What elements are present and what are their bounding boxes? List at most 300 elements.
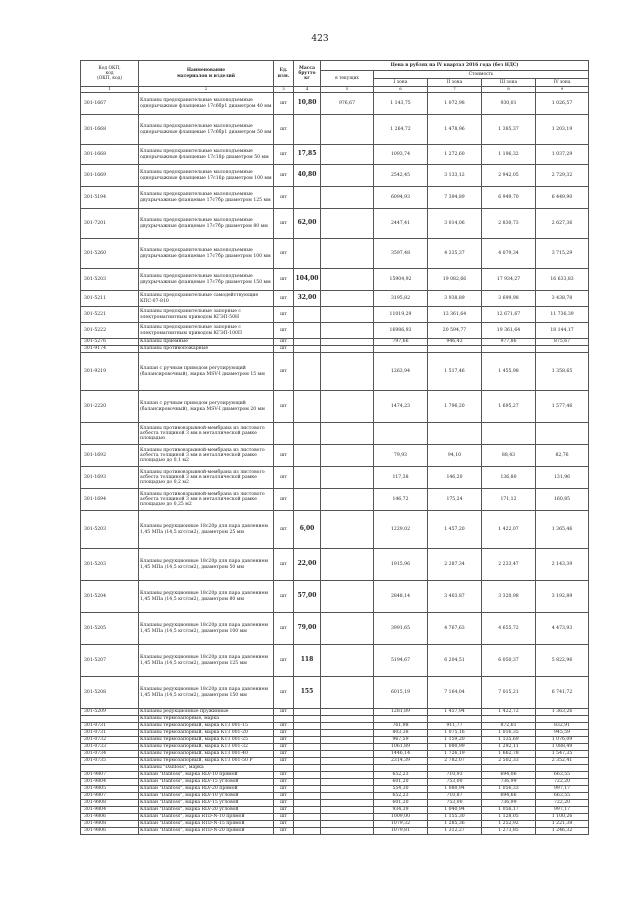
cell-unit: шт [274,511,294,549]
cell-name: Клапаны предохранительные малоподъемные однорычажные фланцевые 17с16р диаметром 100 мм [139,165,274,187]
cell-price: 1474,23 [374,391,428,423]
cell-price: 3991,65 [374,613,428,645]
cell-price [321,814,374,821]
cell-price: 1 726,19 [428,751,482,758]
cell-code: 301-2220 [81,391,139,423]
table-row [81,800,589,807]
cell-unit: шт [274,772,294,779]
cell-price [321,323,374,339]
cell-price: 1 422,07 [482,511,536,549]
cell-name: Клапан "Danfoss", марка RTD-N-15 прямой [139,821,274,828]
cell-price: 976,67 [321,93,374,115]
cell-price: 1 385,37 [482,115,536,145]
cell-price: 1 056,17 [482,807,536,814]
cell-price: 6 204,51 [428,645,482,677]
cell-price: 2 287,34 [428,549,482,581]
cell-price: 3 014,06 [428,209,482,239]
cell-price: 736,99 [482,800,536,807]
cell-unit: шт [274,744,294,751]
cell-name: Клапаны термозапорный, марка КТЗ 001-15 [139,723,274,730]
cell-price [321,723,374,730]
cell-unit [274,423,294,445]
cell-price [428,765,482,772]
cell-price [321,779,374,786]
cell-price: 652,23 [374,793,428,800]
cell-unit: шт [274,339,294,346]
header-unit: Ед. изм. [274,61,294,87]
cell-unit [274,716,294,723]
cell-price: 1 312,27 [428,828,482,835]
cell-price: 797,66 [374,339,428,346]
cell-code: 301-1667 [81,93,139,115]
cell-price: 1 080,99 [428,744,482,751]
cell-price: 3 403,87 [428,581,482,613]
cell-price: 1079,81 [374,828,428,835]
cell-mass [294,779,321,786]
cell-mass: 57,00 [294,581,321,613]
table-row [81,765,589,772]
cell-price [321,209,374,239]
cell-unit: шт [274,391,294,423]
table-row [81,821,589,828]
cell-price: 3 715,29 [536,239,589,269]
cell-price: 722,20 [536,800,589,807]
cell-name: Клапаны термозапорные, марка [139,716,274,723]
cell-price: 872,61 [482,723,536,730]
cell-price: 601,20 [374,779,428,786]
cell-mass [294,744,321,751]
cell-code: 301-1669 [81,165,139,187]
cell-mass [294,758,321,765]
cell-price: 1 072,98 [428,93,482,115]
cell-price: 3 938,89 [428,291,482,307]
cell-price [321,353,374,391]
cell-price: 1093,74 [374,145,428,165]
table-row [81,423,589,445]
table-row [81,323,589,339]
cell-name: Клапаны термозапорный, марка КТЗ 001-32 [139,744,274,751]
cell-price: 1 478,96 [428,115,482,145]
cell-price [321,581,374,613]
cell-price [321,737,374,744]
cell-price: 997,17 [536,807,589,814]
cell-unit: шт [274,291,294,307]
cell-name: Клапаны противовзрывной-мембрана из листового асбеста толщиной 3 мм в металлической рамке площадью [139,423,274,445]
cell-price: 1 363,26 [536,709,589,716]
cell-price: 977,86 [482,339,536,346]
table-row [81,786,589,793]
cell-price: 1 026,57 [536,93,589,115]
cell-name: Клапан "Danfoss", марка RLV-20 прямой [139,786,274,793]
cell-price: 1 547,35 [536,751,589,758]
cell-mass [294,346,321,353]
cell-unit: шт [274,549,294,581]
cell-mass: 40,80 [294,165,321,187]
cell-price: 554,30 [374,786,428,793]
table-row [81,709,589,716]
cell-price [321,677,374,709]
cell-price: 1 080,94 [428,786,482,793]
cell-price: 967,59 [374,737,428,744]
cell-price: 1 221,38 [536,821,589,828]
cell-code: 301-0731 [81,730,139,737]
cell-price: 15904,92 [374,269,428,291]
cell-price: 945,59 [536,730,589,737]
cell-name: Клапаны предохранительные малоподъемные однорычажные фланцевые 17с18р диаметром 50 мм [139,145,274,165]
cell-price [321,709,374,716]
cell-code: 301-1692 [81,445,139,467]
cell-price: 934,39 [374,807,428,814]
cell-price: 710,93 [428,772,482,779]
cell-price: 11019,29 [374,307,428,323]
cell-name: Клапаны редукционные 18с20р для пара давлением 1,45 МПа (14,5 кгс/см2), диаметром 100 мм [139,613,274,645]
cell-price: 761,98 [374,723,428,730]
cell-price: 146,20 [428,467,482,489]
cell-mass: 17,85 [294,145,321,165]
cell-name: Клапаны предохранительные самодействующие КПС-07-810 [139,291,274,307]
cell-mass [294,709,321,716]
cell-code: 301-9219 [81,353,139,391]
cell-unit: шт [274,677,294,709]
cell-name: Клапаны термозапорный, марка КТЗ 001-40 [139,751,274,758]
cell-code: 301-9804 [81,779,139,786]
header-code: Код ОКП, код (ОКП, код) [81,61,139,87]
cell-price: 4 473,93 [536,613,589,645]
table-row [81,772,589,779]
cell-price [321,758,374,765]
cell-price: 2 502,33 [482,758,536,765]
cell-mass [294,339,321,346]
cell-price: 2542,45 [374,165,428,187]
cell-price: 1 203,19 [536,115,589,145]
table-row [81,391,589,423]
cell-price: 1 246,32 [536,828,589,835]
cell-price [482,346,536,353]
cell-price: 16986,93 [374,323,428,339]
cell-price [428,346,482,353]
cell-price: 12 671,67 [482,307,536,323]
cell-price: 930,01 [482,93,536,115]
cell-price: 7 394,89 [428,187,482,209]
cell-price [321,165,374,187]
cell-price [321,786,374,793]
cell-code: 301-5260 [81,239,139,269]
cell-unit: шт [274,758,294,765]
table-row [81,445,589,467]
cell-mass: 104,00 [294,269,321,291]
cell-price: 2 233,47 [482,549,536,581]
cell-price: 2 782,07 [428,758,482,765]
cell-unit: шт [274,145,294,165]
cell-price [321,716,374,723]
cell-code: 301-5211 [81,291,139,307]
cell-price [374,765,428,772]
table-row [81,723,589,730]
cell-unit: шт [274,115,294,145]
cell-unit: шт [274,821,294,828]
cell-mass: 6,00 [294,511,321,549]
cell-name: Клапаны "Danfoss", марка [139,765,274,772]
cell-price: 710,87 [428,793,482,800]
table-row [81,353,589,391]
table-row [81,307,589,323]
cell-price: 1 135,69 [482,737,536,744]
cell-price: 1 455,98 [482,353,536,391]
cell-price: 2 627,36 [536,209,589,239]
header-zone-4: IV зона [536,79,589,87]
header-name: Наименование материалов и изделий [139,61,274,87]
cell-code: 301-5208 [81,677,139,709]
cell-price [321,645,374,677]
cell-code: 301-0733 [81,744,139,751]
cell-price: 131,96 [536,467,589,489]
cell-unit: шт [274,346,294,353]
cell-price: 79,93 [374,445,428,467]
cell-price [374,346,428,353]
table-row [81,93,589,115]
header-mass: Масса брутто кг [294,61,321,87]
cell-name: Клапаны термозапорный, марка КТЗ 001-20 [139,730,274,737]
cell-code: 301-5203 [81,549,139,581]
cell-price: 6094,93 [374,187,428,209]
cell-price: 94,10 [428,445,482,467]
table-row [81,828,589,835]
cell-price: 6 741,72 [536,677,589,709]
cell-price: 3 320,98 [482,581,536,613]
cell-price: 2 352,41 [536,758,589,765]
cell-mass: 62,00 [294,209,321,239]
cell-code: 301-1668 [81,115,139,145]
cell-price: 1 457,20 [428,511,482,549]
cell-unit: шт [274,581,294,613]
cell-name: Клапан с ручным приводом регулирующий (балансировочный), марка MSV-I диаметром 15 мм [139,353,274,391]
cell-price: 832,91 [536,723,589,730]
cell-price: 17 934,27 [482,269,536,291]
cell-price [321,800,374,807]
cell-name: Клапаны противовзрывной-мембрана из листового асбеста толщиной 3 мм в металлической рамке площадью до 0,1 м2 [139,445,274,467]
table-row [81,549,589,581]
table-row [81,737,589,744]
cell-code: 301-5276 [81,339,139,346]
cell-price: 1 037,29 [536,145,589,165]
cell-price: 2 729,32 [536,165,589,187]
cell-code: 301-0732 [81,737,139,744]
cell-name: Клапаны термозапорный, марка КТЗ 001-50 Р [139,758,274,765]
cell-price: 1915,96 [374,549,428,581]
cell-code: 301-5209 [81,709,139,716]
cell-unit: шт [274,737,294,744]
cell-code: 301-9806 [81,814,139,821]
cell-price [321,346,374,353]
cell-unit: шт [274,709,294,716]
page-number: 423 [311,34,329,44]
cell-price: 1009,00 [374,814,428,821]
cell-price: 1 273,85 [482,828,536,835]
cell-code [81,716,139,723]
cell-unit: шт [274,800,294,807]
cell-code: 301-0735 [81,758,139,765]
cell-code: 301-5221 [81,307,139,323]
price-table [80,60,589,835]
cell-unit: шт [274,730,294,737]
cell-price [321,269,374,291]
cell-price [482,765,536,772]
cell-price: 1 577,46 [536,391,589,423]
cell-mass [294,307,321,323]
cell-price: 1263,94 [374,353,428,391]
cell-price [321,549,374,581]
cell-price: 997,17 [536,786,589,793]
table-row [81,613,589,645]
cell-price [321,445,374,467]
cell-price: 82,76 [536,445,589,467]
cell-price [321,744,374,751]
cell-mass [294,828,321,835]
cell-mass [294,353,321,391]
cell-price [321,772,374,779]
cell-price [536,765,589,772]
table-row [81,751,589,758]
cell-name: Клапаны редукционные 18с20р для пара давлением 1,45 МПа (14,5 кгс/см2), диаметром 50 мм [139,549,274,581]
cell-code: 301-9808 [81,800,139,807]
cell-mass [294,323,321,339]
cell-price [321,807,374,814]
cell-price: 18 144,17 [536,323,589,339]
cell-price [321,489,374,511]
cell-unit: шт [274,239,294,269]
cell-unit: шт [274,445,294,467]
cell-price: 6015,19 [374,677,428,709]
table-row [81,239,589,269]
cell-price: 911,77 [428,723,482,730]
cell-price: 4 655,72 [482,613,536,645]
cell-price: 1 365,46 [536,511,589,549]
table-row [81,489,589,511]
cell-unit: шт [274,751,294,758]
cell-mass [294,391,321,423]
cell-price: 1 796,20 [428,391,482,423]
table-row [81,165,589,187]
cell-price: 2 830,73 [482,209,536,239]
cell-name: Клапаны приемные [139,339,274,346]
cell-unit: шт [274,828,294,835]
cell-price [536,423,589,445]
cell-name: Клапан "Danfoss", марка RTD-N-10 прямой [139,814,274,821]
cell-price [321,291,374,307]
cell-price: 4 767,63 [428,613,482,645]
cell-unit: шт [274,723,294,730]
cell-price: 1 252,92 [482,821,536,828]
cell-price: 16 633,83 [536,269,589,291]
cell-name: Клапаны редукционные пружинные [139,709,274,716]
header-price-title: Цена в рублях на IV квартал 2016 года (без НДС) [321,61,589,71]
cell-name: Клапаны предохранительные малоподъемные двухрычажные фланцевые 17с7бр диаметром 150 мм [139,269,274,291]
cell-mass [294,716,321,723]
cell-name: Клапаны противовзрывной-мембрана из листового асбеста толщиной 3 мм в металлической рамке площадью до 0,25 м2 [139,489,274,511]
cell-code: 301-9174 [81,346,139,353]
cell-code: 301-9805 [81,786,139,793]
cell-price: 1 358,65 [536,353,589,391]
cell-price: 663,55 [536,793,589,800]
table-row [81,145,589,165]
cell-unit: шт [274,353,294,391]
cell-mass [294,115,321,145]
cell-price: 146,72 [374,489,428,511]
cell-unit: шт [274,489,294,511]
table-row [81,645,589,677]
cell-price [321,613,374,645]
cell-price: 1281,89 [374,709,428,716]
cell-name: Клапаны предохранительные запорные с электромагнитным приводом КГЭП-100П [139,323,274,339]
cell-price: 117,38 [374,467,428,489]
cell-name: Клапан "Danfoss", марка RLV-10 угловой [139,793,274,800]
header-zone-2: II зона [428,79,482,87]
cell-code [81,765,139,772]
cell-name: Клапаны предохранительные малоподъемные двухрычажные фланцевые 17с7бр диаметром 125 мм [139,187,274,209]
cell-mass [294,765,321,772]
cell-price [536,716,589,723]
cell-price: 3 133,12 [428,165,482,187]
cell-price: 1061,89 [374,744,428,751]
cell-code: 301-5222 [81,323,139,339]
cell-mass [294,807,321,814]
cell-price: 171,12 [482,489,536,511]
cell-code: 301-5194 [81,187,139,209]
header-current: в текущих [321,71,374,87]
cell-price: 1 517,46 [428,353,482,391]
header-zone-1: I зона [374,79,428,87]
cell-unit: шт [274,467,294,489]
cell-price: 5 822,96 [536,645,589,677]
cell-price: 1 422,72 [482,709,536,716]
cell-price: 2 942,05 [482,165,536,187]
cell-name: Клапаны предохранительные малоподъемные двухрычажные фланцевые 17с7бр диаметром 100 мм [139,239,274,269]
cell-price: 6 449,90 [536,187,589,209]
cell-price: 1 159,20 [428,737,482,744]
cell-name: Клапан "Danfoss", марка RLV-15 угловой [139,800,274,807]
cell-mass [294,730,321,737]
table-row [81,779,589,786]
cell-price: 1079,32 [374,821,428,828]
table-row [81,187,589,209]
cell-mass: 118 [294,645,321,677]
table-row [81,269,589,291]
cell-price: 160,85 [536,489,589,511]
cell-price [321,391,374,423]
cell-price: 2447,41 [374,209,428,239]
cell-price: 1 056,33 [482,786,536,793]
cell-price [321,828,374,835]
cell-unit: шт [274,786,294,793]
cell-price: 2 143,39 [536,549,589,581]
cell-price: 1 075,16 [428,730,482,737]
cell-mass [294,786,321,793]
cell-name: Клапан "Danfoss", марка RLV-20 угловой [139,807,274,814]
cell-price [321,339,374,346]
cell-price: 2848,14 [374,581,428,613]
cell-mass [294,489,321,511]
cell-price [321,187,374,209]
cell-name: Клапаны редукционные 18с20р для пара давлением 1,45 МПа (14,5 кгс/см2), диаметром 125 мм [139,645,274,677]
cell-price: 1 695,27 [482,391,536,423]
cell-unit: шт [274,307,294,323]
cell-price: 88,43 [482,445,536,467]
cell-unit [274,765,294,772]
cell-price: 19 082,66 [428,269,482,291]
table-row [81,291,589,307]
cell-price [321,467,374,489]
cell-mass [294,772,321,779]
